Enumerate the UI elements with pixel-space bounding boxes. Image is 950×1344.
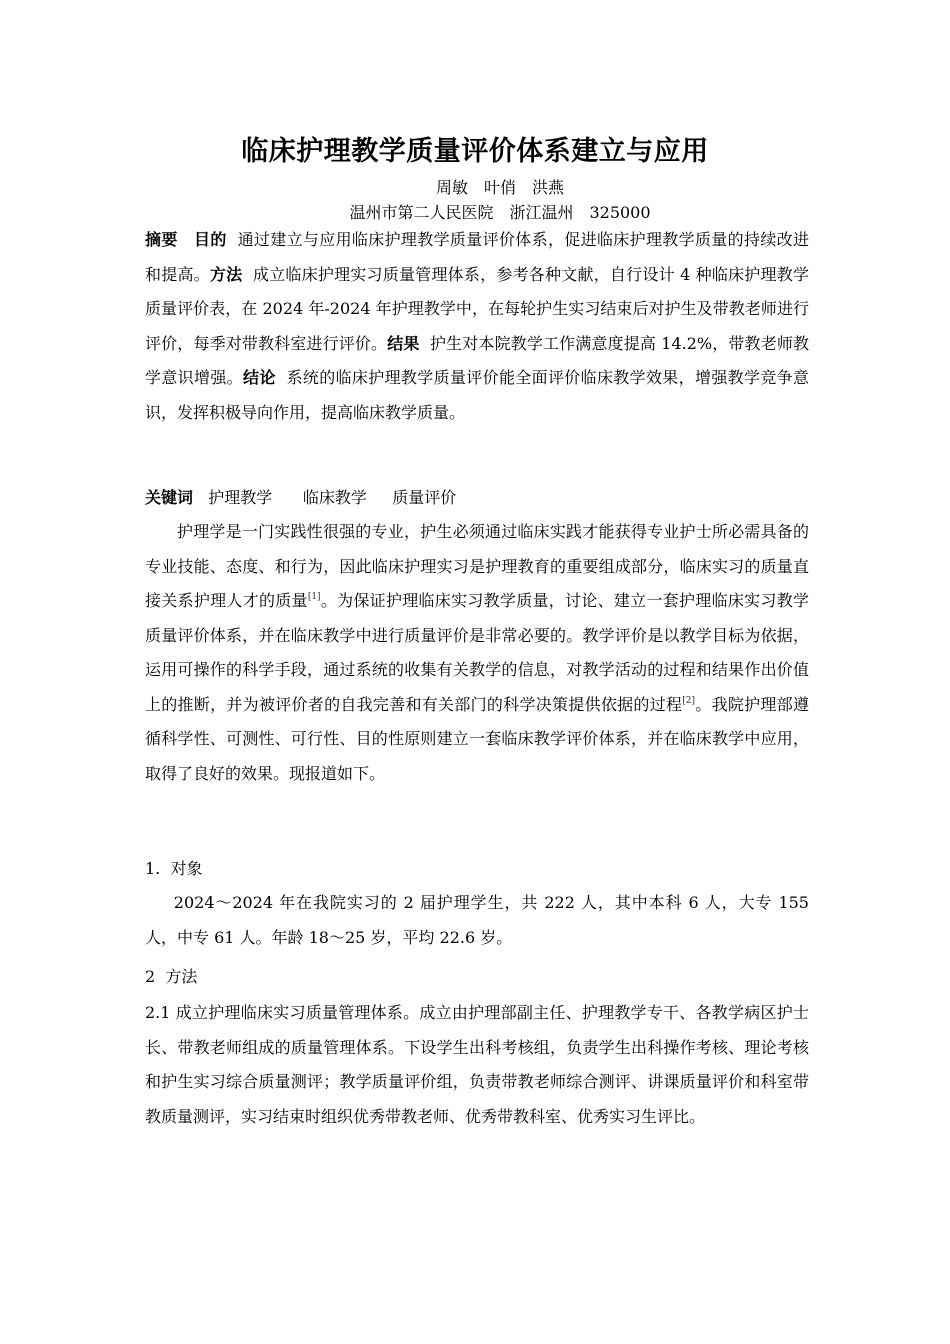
- abstract-label: 摘要: [145, 230, 178, 249]
- conclusion-label: 结论: [243, 368, 276, 387]
- method-text: 成立临床护理实习质量管理体系，参考各种文献，自行设计 4 种临床护理教学质量评价表，在 2024 年-2024 年护理教学中，在每轮护生实习结束后对护生及带教老师进行评价，每季对带教科室进行评价。: [145, 264, 809, 353]
- keyword-item: 临床教学: [302, 488, 367, 507]
- result-label: 结果: [387, 333, 420, 353]
- purpose-text: 通过建立与应用临床护理教学质量评价体系，促进临床护理教学质量的持续改进和提高。: [145, 230, 809, 284]
- intro-text: 。我院护理部遵循科学性、可测性、可行性、目的性原则建立一套临床教学评价体系，并在临床教学中应用，取得了良好的效果。现报道如下。: [145, 694, 809, 783]
- keywords-line: [145, 481, 809, 516]
- result-text: 护生对本院教学工作满意度提高 14.2%，带教老师教学意识增强。: [145, 333, 809, 387]
- section-heading: 2 方法: [145, 967, 198, 986]
- author-list: 周敏 叶俏 洪燕: [435, 178, 564, 197]
- intro-text: 。为保证护理临床实习教学质量，讨论、建立一套护理临床实习教学质量评价体系，并在临床教学中进行质量评价是非常必要的。教学评价是以教学目标为依据，运用可操作的科学手段，通过系统的收集有关教学的信息，对教学活动的过程和结果作出价值上的推断，并为被评价者的自我完善和有关部门的科学决策提供依据的过程: [145, 591, 809, 714]
- affiliation: 温州市第二人民医院 浙江温州 325000: [349, 203, 651, 222]
- abstract: [145, 223, 809, 430]
- citation-ref[interactable]: [1]: [307, 592, 321, 602]
- purpose-label: 目的: [193, 230, 227, 249]
- keywords-label: 关键词: [145, 488, 194, 507]
- keyword-item: 护理教学: [208, 488, 273, 507]
- subjects-paragraph: 2024～2024 年在我院实习的 2 届护理学生，共 222 人，其中本科 6 人，大专 155 人，中专 61 人。年龄 18～25 岁，平均 22.6 岁。: [145, 893, 809, 947]
- citation-ref[interactable]: [2]: [682, 695, 696, 706]
- conclusion-text: 系统的临床护理教学质量评价能全面评价临床教学效果，增强教学竞争意识，发挥积极导向作用，提高临床教学质量。: [145, 368, 809, 422]
- intro-text: 护理学是一门实践性很强的专业，护生必须通过临床实践才能获得专业护士所必需具备的专业技能、态度、和行为，因此临床护理实习是护理教育的重要组成部分，临床实习的质量直接关系护理人才的质量: [145, 522, 809, 610]
- paper-title: 临床护理教学质量评价体系建立与应用: [241, 136, 709, 167]
- intro-paragraph: [145, 515, 809, 791]
- keyword-item: 质量评价: [392, 488, 457, 507]
- section-heading: 1. 对象: [145, 859, 203, 878]
- method-label: 方法: [209, 264, 243, 284]
- method-paragraph: 2.1 成立护理临床实习质量管理体系。成立由护理部副主任、护理教学专干、各教学病区护士长、带教老师组成的质量管理体系。下设学生出科考核组，负责学生出科操作考核、理论考核和护生实习综合质量测评；教学质量评价组，负责带教老师综合测评、讲课质量评价和科室带教质量测评，实习结束时组织优秀带教老师、优秀带教科室、优秀实习生评比。: [145, 1003, 809, 1126]
